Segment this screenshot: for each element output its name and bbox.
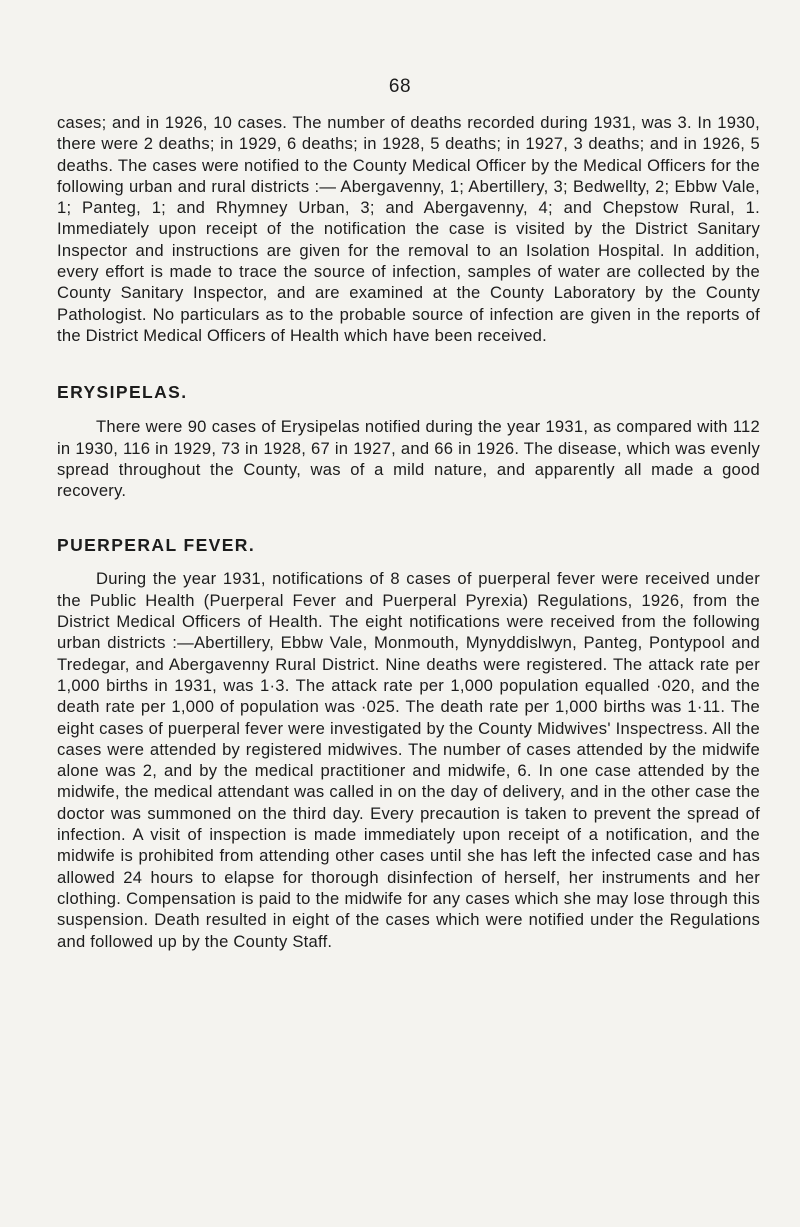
- page-number: 68: [388, 76, 412, 97]
- section-heading-erysipelas: ERYSIPELAS.: [57, 382, 188, 403]
- section-body-puerperal-fever: During the year 1931, notifications of 8 cases of puerperal fever were received under the Public Health (Puerperal Fever and Puerperal Pyrexia) Regulations, 1926, from the District Medical Officers of Health. The eight notifications were received from the following urban districts :—Abertillery, Ebbw Vale, Monmouth, Mynyddislwyn, Panteg, Pontypool and Tredegar, and Abergavenny Rural District. Nine deaths were registered. The attack rate per 1,000 births in 1931, was 1·3. The attack rate per 1,000 population equalled ·020, and the death rate per 1,000 of population was ·025. The death rate per 1,000 births was 1·11. The eight cases of puerperal fever were investigated by the County Midwives' Inspectress. All the cases were attended by registered midwives. The number of cases attended by the midwife alone was 2, and by the medical practitioner and midwife, 6. In one case attended by the midwife, the medical attendant was called in on the day of delivery, and in the other case the doctor was summoned on the third day. Every precaution is taken to prevent the spread of infection. A visit of inspection is made immediately upon receipt of a notification, and the midwife is prohibited from attending other cases until she has left the infected case and has allowed 24 hours to elapse for thorough disinfection of herself, her instruments and her clothing. Compensation is paid to the midwife for any cases which she may lose through this suspension. Death resulted in eight of the cases which were notified under the Regulations and followed up by the County Staff.: [57, 569, 760, 951]
- page-body: [57, 112, 760, 952]
- section-heading-puerperal-fever: PUERPERAL FEVER.: [57, 535, 256, 556]
- section-body-erysipelas: There were 90 cases of Erysipelas notified during the year 1931, as compared with 112 in 1930, 116 in 1929, 73 in 1928, 67 in 1927, and 66 in 1926. The disease, which was evenly spread throughout the County, was of a mild nature, and apparently all made a good recovery.: [57, 417, 760, 501]
- intro-paragraph: cases; and in 1926, 10 cases. The number of deaths recorded during 1931, was 3. In 1930, there were 2 deaths; in 1929, 6 deaths; in 1928, 5 deaths; in 1927, 3 deaths; and in 1926, 5 deaths. The cases were notified to the County Medical Officer by the Medical Officers for the following urban and rural districts :— Abergavenny, 1; Abertillery, 3; Bedwellty, 2; Ebbw Vale, 1; Panteg, 1; and Rhymney Urban, 3; and Abergavenny, 4; and Chepstow Rural, 1. Immediately upon receipt of the notification the case is visited by the District Sanitary Inspector and instructions are given for the removal to an Isolation Hospital. In addition, every effort is made to trace the source of infection, samples of water are collected by the County Sanitary Inspector, and are examined at the County Laboratory by the County Pathologist. No particulars as to the probable source of infection are given in the reports of the District Medical Officers of Health which have been received.: [57, 113, 760, 345]
